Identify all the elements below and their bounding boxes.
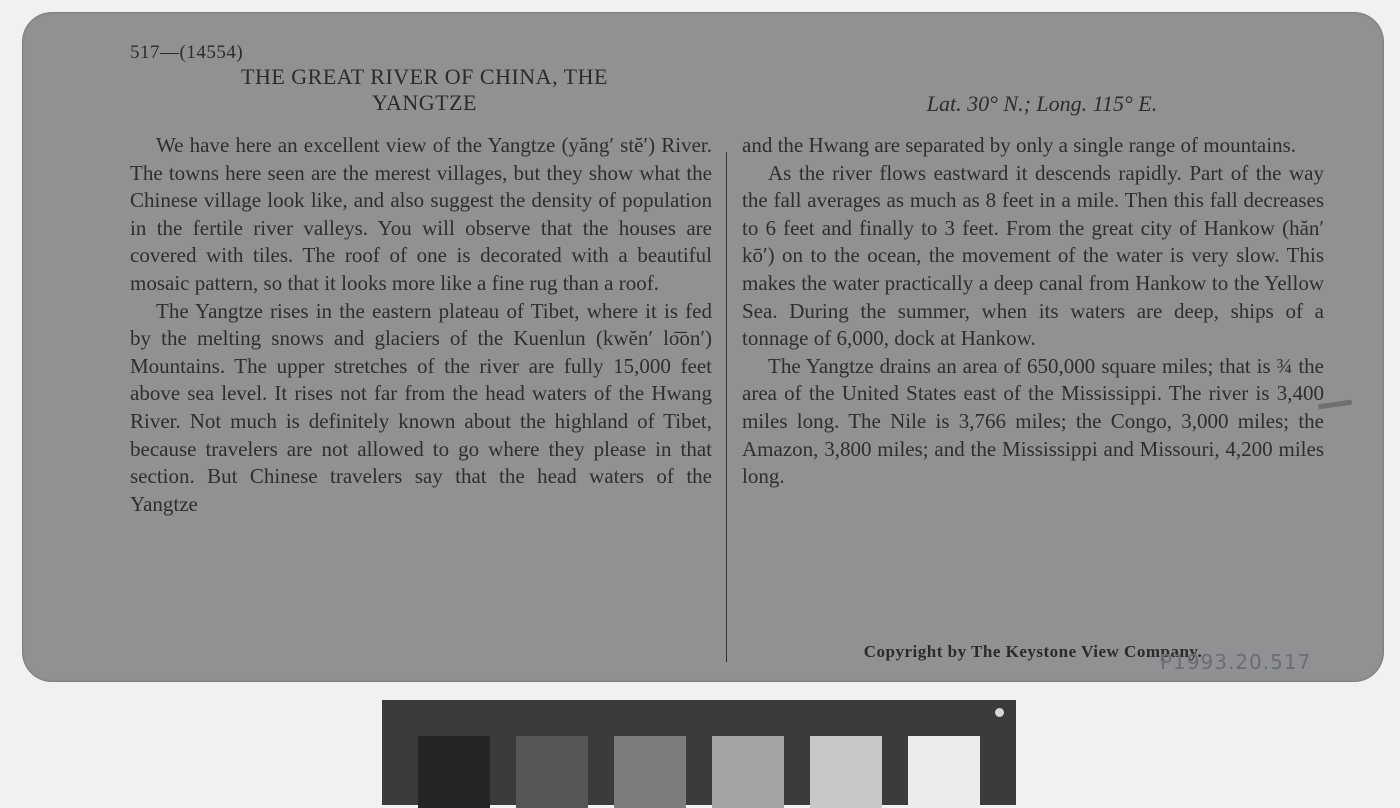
gray-swatch-5 — [810, 736, 882, 808]
lat-long: Lat. 30° N.; Long. 115° E. — [926, 91, 1158, 116]
card-number: 517—(14554) — [130, 42, 244, 63]
gray-swatch-4 — [712, 736, 784, 808]
paragraph: The Yangtze drains an area of 650,000 square miles; that is ¾ the area of the United States east of the Mississippi. The river is 3,400 miles long. The Nile is 3,766 miles; the Congo, 3,000 miles; the Amazon, 3,800 miles; and the Mississippi and Missouri, 4,200 miles long. — [742, 353, 1324, 489]
paragraph: We have here an excellent view of the Yangtze (yăng′ stĕ′) River. The towns here seen are the merest villages, but they show what the Chinese village look like, and also suggest the density of population in the fertile river valleys. You will observe that the houses are covered with tiles. The roof of one is decorated with a beautiful mosaic pattern, so that it looks more like a fine rug than a roof. — [130, 133, 712, 295]
gray-swatch-2 — [516, 736, 588, 808]
column-divider — [726, 152, 727, 662]
paragraph: As the river flows eastward it descends rapidly. Part of the way the fall averages as much as 8 feet in a mile. Then this fall decreases to 6 feet and finally to 3 feet. From the great city of Hankow (hăn′ kō′) on to the ocean, the movement of the water is very slow. This makes the water practically a deep canal from Hankow to the Yellow Sea. During the summer, when its waters are deep, ships of a tonnage of 6,000, dock at Hankow. — [742, 160, 1324, 351]
card-title — [132, 64, 717, 116]
paragraph: and the Hwang are separated by only a single range of mountains. — [742, 133, 1296, 157]
card-title-line-1: THE GREAT RIVER OF CHINA, THE — [241, 64, 608, 89]
scale-dot — [995, 708, 1004, 717]
left-column-text — [130, 132, 712, 518]
paragraph: The Yangtze rises in the eastern plateau of Tibet, where it is fed by the melting snows and glaciers of the Kuenlun (kwĕn′ lo͞on′) Mountains. The upper stretches of the river are fully 15,000 feet above sea level. It rises not far from the head waters of the Hwang River. Not much is definitely known about the highland of Tibet, because travelers are not allowed to go where they please in that section. But Chinese travelers say that the head waters of the Yangtze — [130, 298, 712, 516]
gray-swatch-3 — [614, 736, 686, 808]
card-title-line-2: YANGTZE — [372, 90, 477, 115]
gray-swatch-6 — [908, 736, 980, 808]
stereograph-card-back — [22, 12, 1384, 682]
gray-swatch-1 — [418, 736, 490, 808]
gray-scale-target — [382, 700, 1016, 805]
copyright-line: Copyright by The Keystone View Company. — [863, 642, 1203, 661]
catalog-number: P1993.20.517 — [1160, 650, 1312, 674]
right-column-text — [742, 132, 1324, 491]
